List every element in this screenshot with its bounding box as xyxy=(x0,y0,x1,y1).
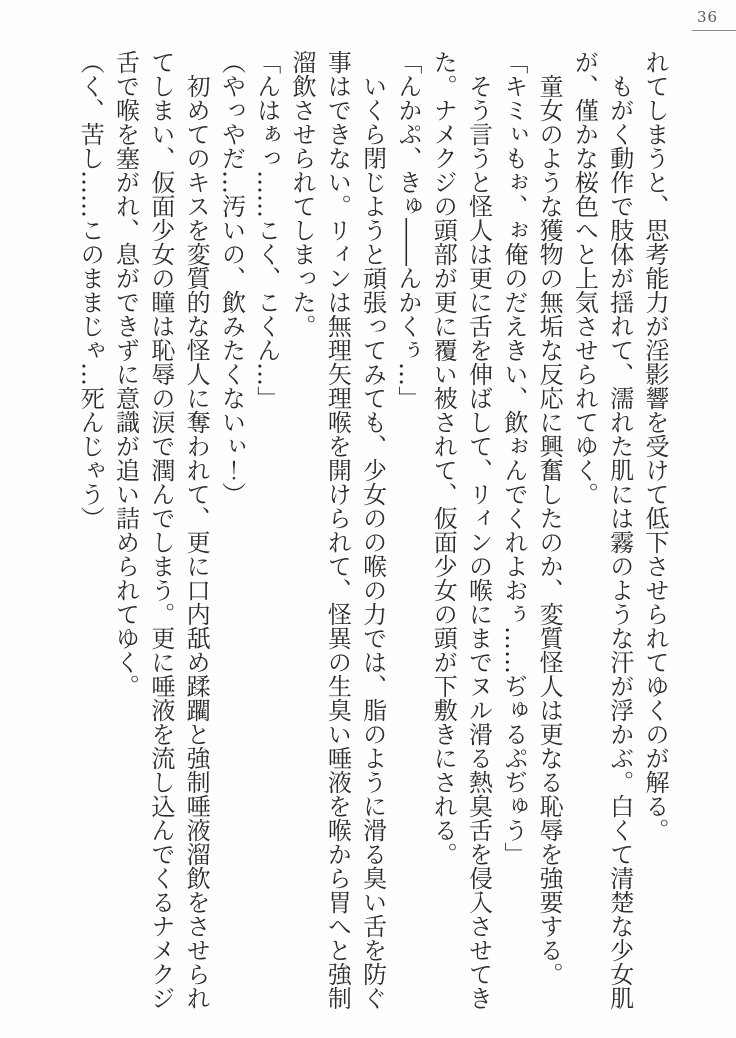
paragraph: もがく動作で肢体が揺れて、濡れた肌には霧のような汗が浮かぶ。白くて清楚な少女肌が、僅かな桜色へと上気させられてゆく。 xyxy=(570,50,634,1010)
paragraph-thought: （やっやだ…汚いの、飲みたくないぃ！） xyxy=(217,50,246,506)
body-text xyxy=(70,50,672,1010)
paragraph-dialogue: 「キミぃもぉ、ぉ俺のだえきい、飲ぉんでくれよおぅ……ぢゅるぷぢゅう」 xyxy=(499,50,528,866)
paragraph-thought: （く、苦し……このままじゃ…死んじゃう） xyxy=(76,50,105,530)
paragraph-dialogue: 「んかぷ、きゅ――んかくぅ…」 xyxy=(393,50,422,410)
paragraph: れてしまうと、思考能力が淫影響を受けて低下させられてゆくのが解る。 xyxy=(641,50,669,842)
page-number-text: 36 xyxy=(697,8,719,26)
paragraph: そう言うと怪人は更に舌を伸ばして、リィンの喉にまでヌル滑る熱臭舌を侵入させてきた。ナメクジの頭部が更に覆い被されて、仮面少女の頭が下敷きにされる。 xyxy=(429,50,493,1010)
paragraph: 童女のような獲物の無垢な反応に興奮したのか、変質怪人は更なる恥辱を強要する。 xyxy=(535,50,564,986)
page-number xyxy=(692,8,736,31)
paragraph: 初めてのキスを変質的な怪人に奪われて、更に口内舐め蹂躙と強制唾液溜飲をさせられてしまい、仮面少女の瞳は恥辱の涙で潤んでしまう。更に唾液を流し込んでくるナメクジ舌で喉を塞がれ、息ができずに意識が追い詰められてゆく。 xyxy=(111,50,211,1010)
paragraph: いくら閉じようと頑張ってみても、少女のの喉の力では、脂のように滑る臭い舌を防ぐ事はできない。リィンは無理矢理喉を開けられて、怪異の生臭い唾液を喉から胃へと強制溜飲させられてしまった。 xyxy=(288,50,387,1010)
paragraph-dialogue: 「んはぁっ……こく、こくん…」 xyxy=(252,50,281,410)
